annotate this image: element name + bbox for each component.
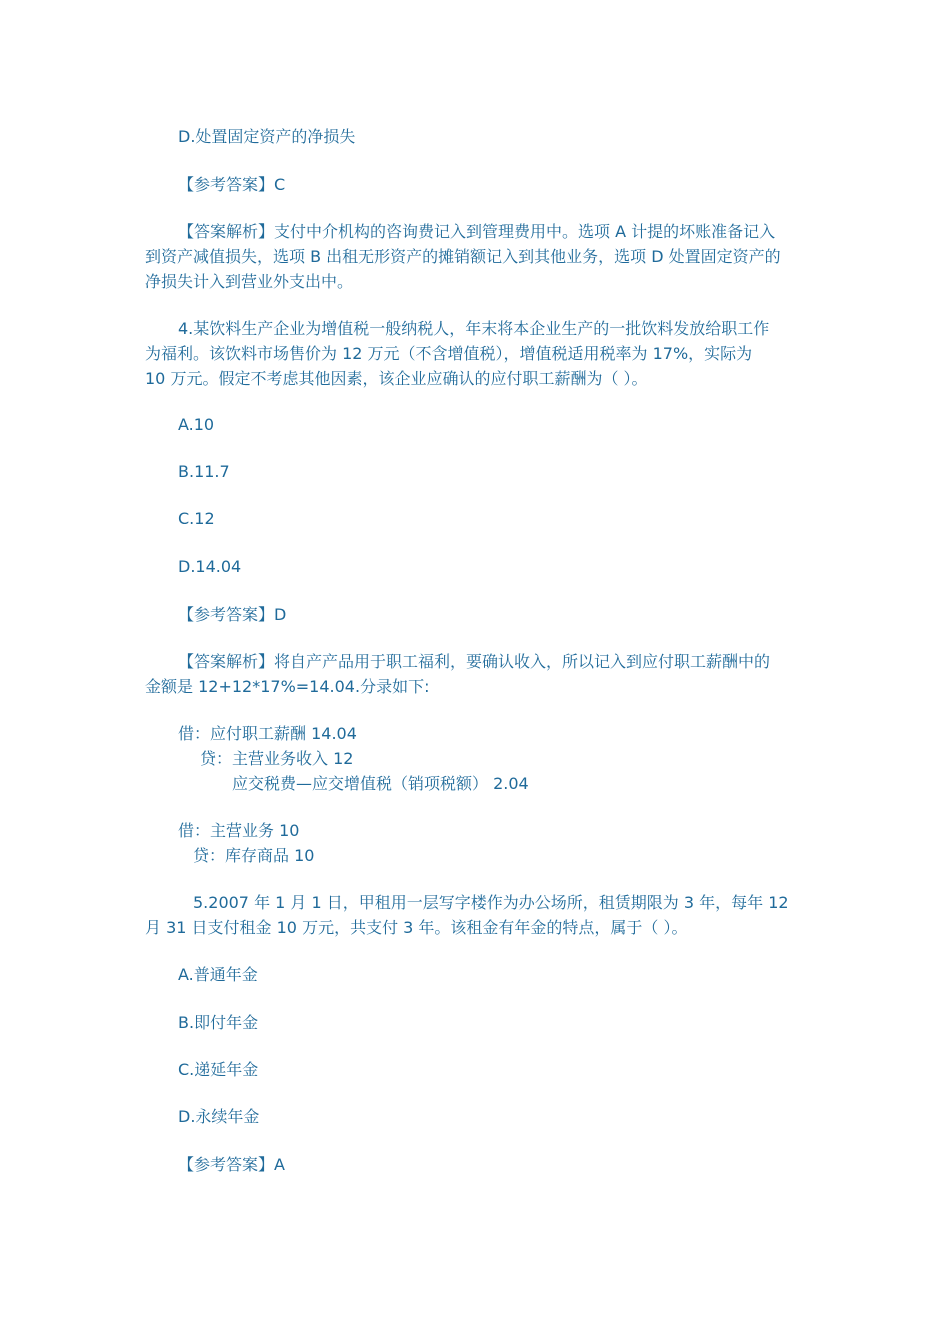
journal-entry-debit-1: 借：应付职工薪酬 14.04 <box>178 724 357 743</box>
option-d-q4: D.14.04 <box>178 557 242 576</box>
question-5-line2: 月 31 日支付租金 10 万元，共支付 3 年。该租金有年金的特点，属于（ ）。 <box>145 918 688 937</box>
analysis-q4-line2: 金额是 12+12*17%=14.04.分录如下: <box>145 677 430 696</box>
option-c-q5: C.递延年金 <box>178 1060 259 1079</box>
reference-answer-q4: 【参考答案】D <box>178 605 287 624</box>
option-a-q4: A.10 <box>178 415 215 434</box>
question-4-line1: 4.某饮料生产企业为增值税一般纳税人，年末将本企业生产的一批饮料发放给职工作 <box>178 319 770 338</box>
question-5-line1: 5.2007 年 1 月 1 日，甲租用一层写字楼作为办公场所，租赁期限为 3 年，每年 12 <box>193 893 789 912</box>
analysis-q3-line3: 净损失计入到营业外支出中。 <box>145 272 354 291</box>
option-c-q4: C.12 <box>178 509 215 528</box>
journal-entry-credit-1: 贷：主营业务收入 12 <box>200 749 354 768</box>
analysis-q3-line2: 到资产减值损失，选项 B 出租无形资产的摊销额记入到其他业务，选项 D 处置固定资产的 <box>145 247 781 266</box>
journal-entry-debit-2: 借：主营业务 10 <box>178 821 300 840</box>
journal-entry-credit-2: 应交税费—应交增值税（销项税额） 2.04 <box>232 774 529 793</box>
option-a-q5: A.普通年金 <box>178 965 258 984</box>
reference-answer-q3: 【参考答案】C <box>178 175 286 194</box>
reference-answer-q5: 【参考答案】A <box>178 1155 285 1174</box>
option-b-q4: B.11.7 <box>178 462 230 481</box>
option-d-q5: D.永续年金 <box>178 1107 260 1126</box>
journal-entry-credit-3: 贷：库存商品 10 <box>193 846 315 865</box>
analysis-q4-line1: 【答案解析】将自产产品用于职工福利，要确认收入，所以记入到应付职工薪酬中的 <box>178 652 771 671</box>
option-b-q5: B.即付年金 <box>178 1013 259 1032</box>
question-4-line2: 为福利。该饮料市场售价为 12 万元（不含增值税），增值税适用税率为 17%，实际为 <box>145 344 753 363</box>
analysis-q3-line1: 【答案解析】支付中介机构的咨询费记入到管理费用中。选项 A 计提的坏账准备记入 <box>178 222 776 241</box>
question-4-line3: 10 万元。假定不考虑其他因素，该企业应确认的应付职工薪酬为（ ）。 <box>145 369 648 388</box>
option-d-q3: D.处置固定资产的净损失 <box>178 127 356 146</box>
